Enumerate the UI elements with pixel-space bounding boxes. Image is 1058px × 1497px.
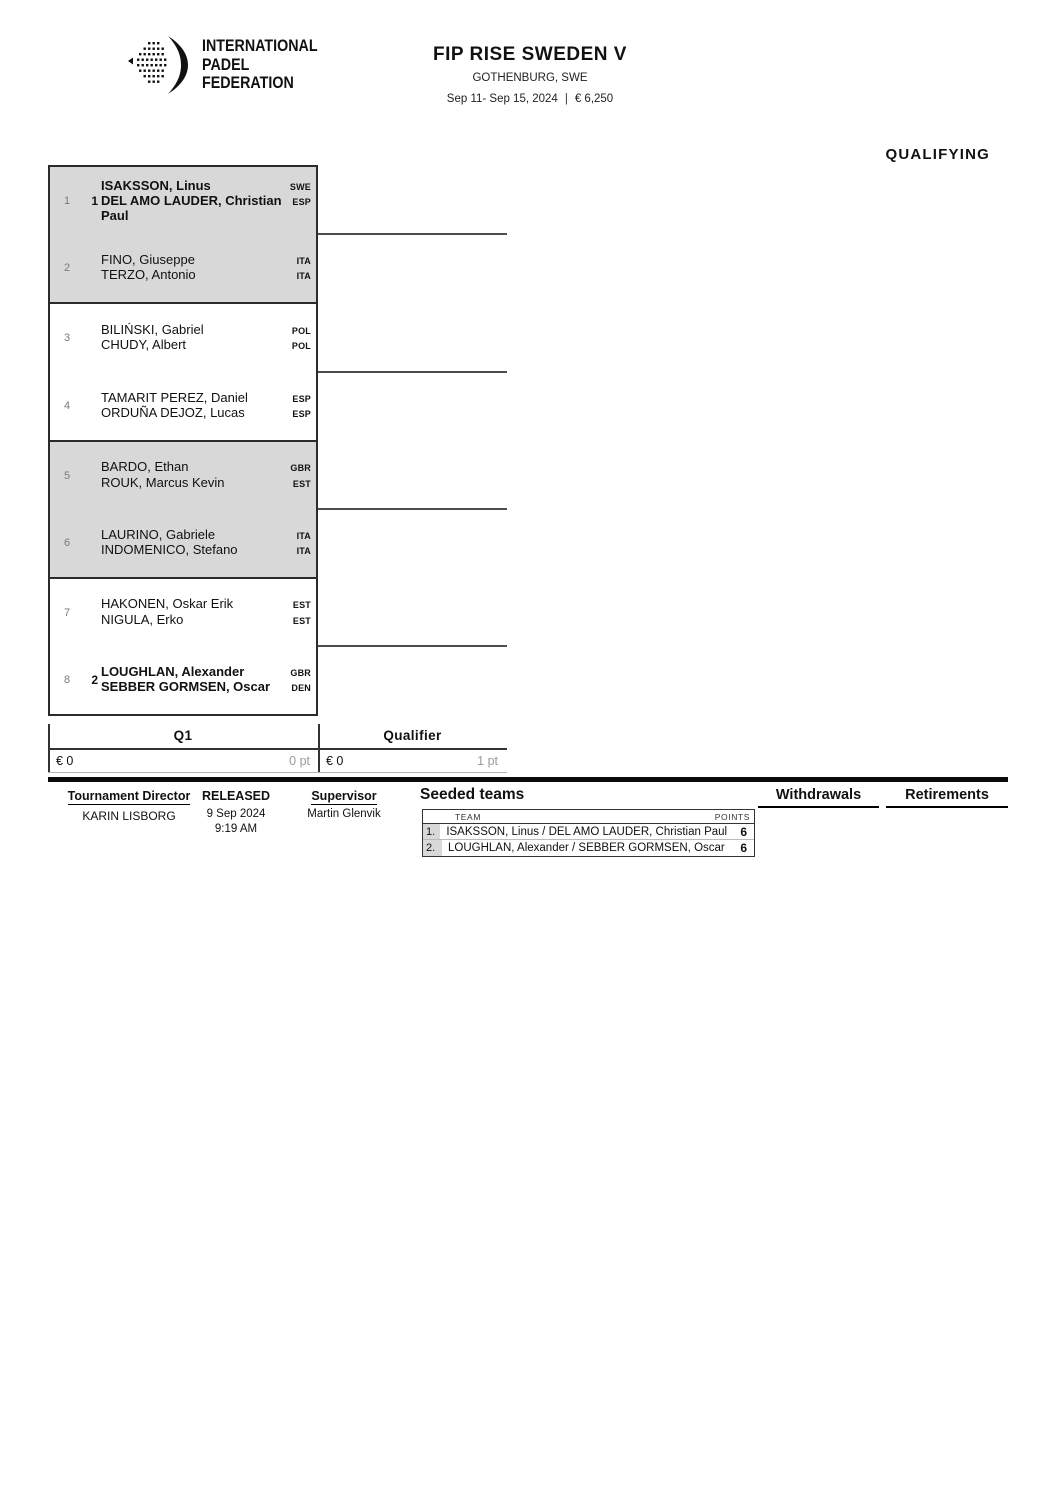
- tournament-director-block: [60, 787, 198, 823]
- player-name: ROUK, Marcus Kevin: [101, 474, 225, 490]
- match-block-1: [48, 165, 318, 304]
- player-country: EST: [292, 478, 311, 489]
- player-name: TAMARIT PEREZ, Daniel: [101, 389, 248, 405]
- player-name: INDOMENICO, Stefano: [101, 542, 238, 558]
- player-country: POL: [291, 341, 311, 351]
- match-block-2: [48, 302, 318, 442]
- player-country: EST: [292, 615, 311, 626]
- table-row: [423, 824, 754, 840]
- winner-line-match-3: [318, 508, 507, 510]
- draw-position: 3: [63, 332, 71, 344]
- player-country: ESP: [292, 393, 311, 404]
- released-time: 9:19 AM: [214, 823, 258, 835]
- player-name: CHUDY, Albert: [101, 337, 187, 352]
- table-row: [423, 840, 754, 856]
- draw-position: 6: [63, 537, 71, 550]
- match-block-3: [48, 440, 318, 579]
- round-qualifier-prize-points: [326, 754, 498, 768]
- released-label: RELEASED: [201, 789, 271, 803]
- withdrawals-title: Withdrawals: [758, 787, 879, 808]
- seed-number: 1: [91, 193, 98, 208]
- released-block: [196, 787, 276, 835]
- player-name: DEL AMO LAUDER, Christian Paul: [101, 193, 282, 223]
- draw-position: 4: [63, 400, 71, 412]
- draw-position: 7: [63, 606, 71, 619]
- page-title: QUALIFYING: [885, 146, 990, 163]
- player-country: ITA: [296, 271, 311, 282]
- event-prize: € 6,250: [574, 93, 614, 105]
- seeded-team-points: 6: [740, 841, 747, 855]
- seeded-teams-header: [423, 810, 754, 824]
- section-divider-bar: [48, 777, 1008, 782]
- player-name: ISAKSSON, Linus: [101, 177, 211, 193]
- bracket-entry-3: [50, 304, 316, 372]
- bracket-entry-2: [50, 235, 316, 303]
- player-country: ESP: [292, 197, 311, 207]
- player-country: ITA: [296, 546, 311, 557]
- player-name: ORDUÑA DEJOZ, Lucas: [101, 405, 245, 420]
- qualifier-points: 1 pt: [477, 754, 498, 768]
- logo-line-1: INTERNATIONAL: [202, 36, 318, 56]
- winner-line-match-2: [318, 371, 507, 373]
- qualifier-prize: € 0: [326, 754, 344, 768]
- points-column-header: POINTS: [714, 811, 750, 822]
- draw-position: 1: [63, 194, 71, 207]
- event-location: GOTHENBURG, SWE: [472, 72, 588, 84]
- bracket-entry-5: [50, 442, 316, 510]
- winner-line-match-1: [318, 233, 507, 235]
- round-q1-prize-points: [56, 754, 310, 768]
- supervisor-label: Supervisor: [311, 789, 377, 803]
- qualifying-bracket: [48, 165, 318, 716]
- bracket-entry-7: [50, 579, 316, 647]
- retirements-title: Retirements: [886, 787, 1008, 808]
- bracket-entry-4: [50, 372, 316, 440]
- q1-points: 0 pt: [289, 754, 310, 768]
- draw-position: 5: [63, 469, 71, 482]
- event-dates: Sep 11- Sep 15, 2024: [446, 93, 558, 105]
- player-name: NIGULA, Erko: [101, 611, 184, 627]
- round-header-rule: [48, 748, 507, 750]
- seeded-teams-table: [422, 809, 755, 857]
- tournament-director-label: Tournament Director: [67, 789, 191, 803]
- event-date-prize: [300, 93, 760, 105]
- bracket-entry-8: [50, 647, 316, 715]
- round-label-q1: Q1: [173, 728, 193, 743]
- event-header: [300, 44, 760, 105]
- player-name: LAURINO, Gabriele: [101, 526, 216, 542]
- player-country: SWE: [289, 181, 311, 192]
- released-date: 9 Sep 2024: [206, 808, 266, 820]
- player-name: BILIŃSKI, Gabriel: [101, 321, 204, 337]
- player-country: GBR: [290, 463, 311, 474]
- event-title: FIP RISE SWEDEN V: [433, 44, 627, 65]
- player-country: ITA: [296, 530, 311, 541]
- player-country: ITA: [296, 255, 311, 266]
- player-country: GBR: [290, 667, 311, 678]
- bracket-entry-1: [50, 167, 316, 235]
- seed-rank: 2.: [423, 840, 442, 856]
- padel-ball-icon: [128, 36, 194, 94]
- winner-line-match-4: [318, 645, 507, 647]
- q1-prize: € 0: [56, 754, 74, 768]
- seeded-team-names: ISAKSSON, Linus / DEL AMO LAUDER, Christian Paul: [446, 825, 728, 838]
- player-name: SEBBER GORMSEN, Oscar: [101, 679, 271, 695]
- draw-position: 8: [63, 674, 71, 687]
- player-country: EST: [292, 600, 311, 611]
- tournament-director-name: KARIN LISBORG: [82, 809, 176, 823]
- match-block-4: [48, 577, 318, 716]
- supervisor-block: [304, 787, 384, 820]
- bracket-entry-6: [50, 510, 316, 578]
- round-label-qualifier: Qualifier: [383, 728, 442, 743]
- seeded-team-names: LOUGHLAN, Alexander / SEBBER GORMSEN, Oscar: [448, 842, 725, 854]
- draw-position: 2: [63, 262, 71, 275]
- player-country: ESP: [292, 409, 311, 419]
- player-country: POL: [291, 325, 311, 336]
- team-column-header: TEAM: [455, 811, 482, 822]
- supervisor-name: Martin Glenvik: [307, 808, 381, 820]
- seed-number: 2: [91, 673, 98, 688]
- player-name: FINO, Giuseppe: [101, 251, 195, 267]
- player-name: BARDO, Ethan: [101, 459, 189, 475]
- seeded-team-points: 6: [740, 824, 747, 839]
- player-country: DEN: [291, 683, 311, 694]
- logo-line-3: FEDERATION: [202, 73, 294, 93]
- seed-rank: 1.: [423, 824, 440, 839]
- player-name: TERZO, Antonio: [101, 267, 196, 283]
- round-footer-rule: [48, 772, 507, 773]
- seeded-teams-title: Seeded teams: [420, 786, 525, 803]
- logo-line-2: PADEL: [202, 54, 250, 74]
- player-name: HAKONEN, Oskar Erik: [101, 596, 234, 612]
- separator: |: [564, 93, 568, 105]
- player-name: LOUGHLAN, Alexander: [101, 663, 245, 679]
